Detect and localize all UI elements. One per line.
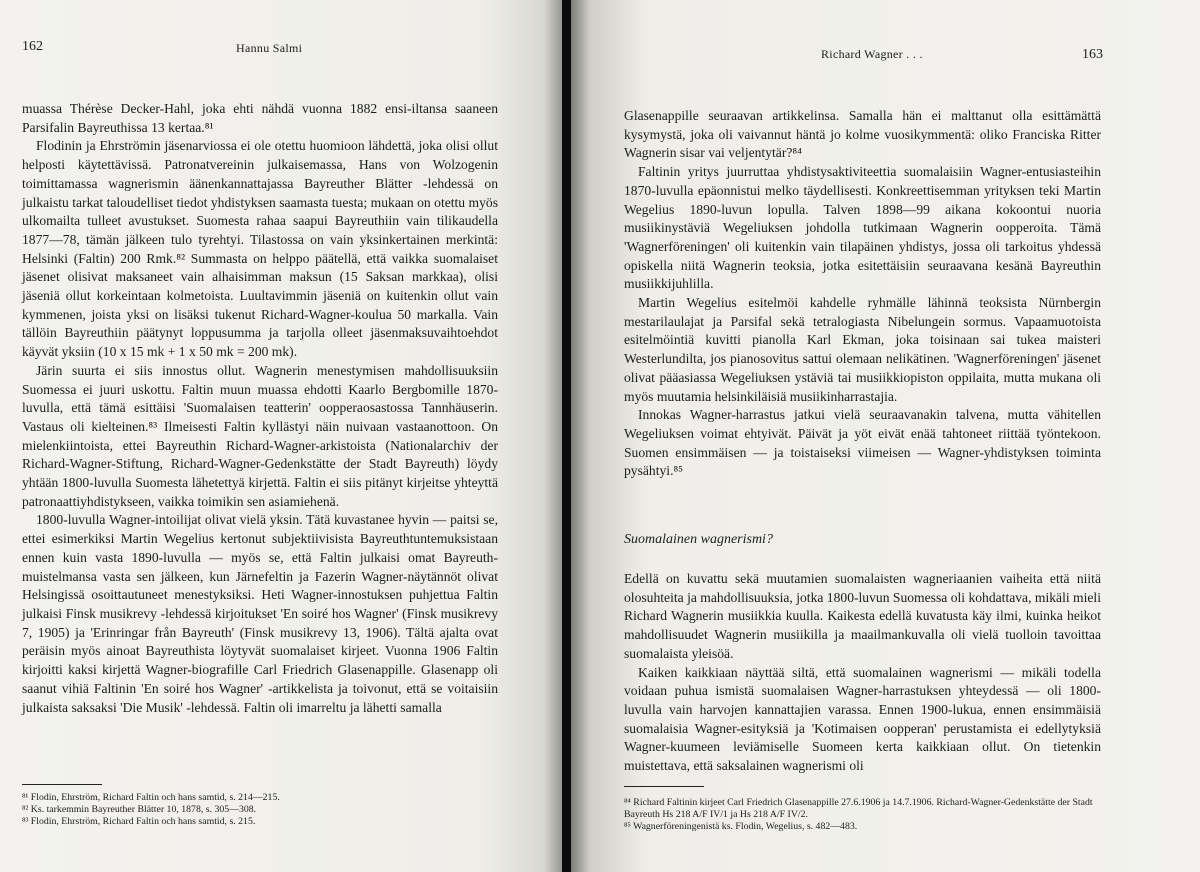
paragraph: Innokas Wagner-harrastus jatkui vielä seuraavanakin talvena, mutta vähitellen Wegeliuksen voimat ehtyivät. Päivät ja yöt eivät enää tahtoneet riittää työntekoon. Suomen ensimmäisen — ja toistaiseksi viimeisen — Wagner-yhdistyksen toiminta pysähtyi.⁸⁵ [624, 407, 1101, 479]
paragraph: Martin Wegelius esitelmöi kahdelle ryhmälle lähinnä teoksista Nürnbergin mestarilaulajat ja Parsifal sekä tetralogiasta Nibelungein sormus. Vapaamuotoista esitelmöintiä kuvitti pianolla Karl Ekman, joka toisinaan sai tukea maisteri Westerlundilta, jos pianosovitus sattui olemaan nelikätinen. 'Wagnerföreningen' jäsenet olivat pääasiassa Wegeliuksen ystäviä tai musiikkiopiston oppilaita, mutta mukana oli myös muutamia helsinkiläisiä musiikinharrastajia. [624, 295, 1101, 404]
paragraph: 1800-luvulla Wagner-intoilijat olivat vielä yksin. Tätä kuvastanee hyvin — paitsi se, ettei esimerkiksi Martin Wegelius kertonut subjektiivisista Bayreuthtuntemuksistaan ennen kuin vasta 1890-luvulla — myös se, että Faltin julkaisi omat Bayreuth-muistelmansa vasta sen jälkeen, kun Järnefeltin ja Fazerin Wagner-näytännöt olivat Helsingissä osoittautuneet menestyksiksi. Heti Wagner-innostuksen puhjettua Faltin julkaisi Finsk musikrevy -lehdessä kirjoitukset 'En soiré hos Wagner' (Finsk musikrevy 7, 1905) ja 'Erinringar från Bayreuth' (Finsk musikrevy 13, 1906). Tältä ajalta ovat peräisin myös ainoat Bayreuthista löytyvät suomalaiset kirjeet. Vuonna 1906 Faltin kirjoitti kaksi kirjettä Wagner-biografille Carl Friedrich Glasenappille. Glasenapp oli saanut vihiä Faltinin 'En soiré hos Wagner' -artikkelista ja toivonut, että se voitaisiin julkaista saksaksi 'Die Musik' -lehdessä. Faltin oli imarreltu ja lähetti samalla [22, 512, 498, 715]
left-body-text [22, 100, 498, 717]
footnote: ⁸³ Flodin, Ehrström, Richard Faltin och hans samtid, s. 215. [22, 816, 256, 828]
footnote: ⁸⁴ Richard Faltinin kirjeet Carl Friedrich Glasenappille 27.6.1906 ja 14.7.1906. Richard-Wagner-Gedenkstätte der Stadt Bayreuth Hs 218 A/F IV/1 ja Hs 218 A/F IV/2. [624, 797, 1093, 821]
page-number-right: 163 [1082, 47, 1103, 62]
paragraph: Faltinin yritys juurruttaa yhdistysaktiviteettia suomalaisiin Wagner-entusiasteihin 1870-luvulla epäonnistui melko täydellisesti. Konkreettisemman yrityksen teki Martin Wegelius 1890-luvun lopulla. Talven 1898—99 aikana kokoontui nuoria musiikinystäviä Wegeliuksen johdolla tutkimaan Wagnerin oopperoita. Tämä 'Wagnerföreningen' oli kuitenkin vain tilapäinen yhdistys, jossa oli tarkoitus yhdessä opiskella niitä Wagnerin teoksia, jotka esitettäisiin seuraavana kesänä Bayreuthin musiikkijuhlilla. [624, 164, 1101, 292]
running-head-left: Hannu Salmi [236, 41, 303, 55]
right-body-text-bottom [624, 570, 1101, 776]
footnote-rule [624, 786, 704, 787]
paragraph: Järin suurta ei siis innostus ollut. Wagnerin menestymisen mahdollisuuksiin Suomessa ei juuri uskottu. Faltin muun muassa ehdotti Kaarlo Bergbomille 1870-luvulla, että tämä esittäisi 'Suomalaisen teatterin' oopperaosastossa Tannhäuserin. Vastaus oli kielteinen.⁸³ Ilmeisesti Faltin kyllästyi näin nuivaan vastaanottoon. On mielenkiintoista, ettei Bayreuthin Richard-Wagner-arkistoista (Nationalarchiv der Richard-Wagner-Stiftung, Richard-Wagner-Gedenkstätte der Stadt Bayreuth) löydy yhtään 1800-luvulla Suomesta lähetettyä kirjettä. Faltin ei siis pitänyt kirjeitse yhteyttä patronaattiyhdistykseen, vaikka toimikin sen asiamiehenä. [22, 362, 498, 509]
footnote: ⁸¹ Flodin, Ehrström, Richard Faltin och hans samtid, s. 214—215. [22, 792, 280, 803]
paragraph: Edellä on kuvattu sekä muutamien suomalaisten wagneriaanien vaiheita että niitä olosuhteita ja mahdollisuuksia, jotka 1800-luvun Suomessa oli kohdattava, mikäli mieli Richard Wagnerin musiikkia kuulla. Kaikesta edellä kuvatusta käy ilmi, kuinka heikot mahdollisuudet Wagnerin musiikilla ja maailmankuvalla oli vielä tuolloin tavoittaa suomalaista yleisöä. [624, 571, 1101, 661]
right-page [571, 0, 1200, 872]
paragraph: Kaiken kaikkiaan näyttää siltä, että suomalainen wagnerismi — mikäli todella voidaan puhua ismistä suomalaisen Wagner-harrastuksen yhteydessä — oli 1800-luvulla vain harvojen kannattajien varassa. Ennen 1900-lukua, ennen ensimmäisiä suomalaisia Wagner-esityksiä ja 'Kotimaisen oopperan' perustamista ei edellytyksiä Wagner-kuumeen leviämiselle Suomeen kerta kaikkiaan ollut. On tietenkin muistettava, että saksalainen wagnerismi oli [624, 664, 1101, 774]
section-heading: Suomalainen wagnerismi? [624, 532, 773, 547]
right-footnotes [624, 797, 1101, 834]
footnote-rule [22, 784, 102, 785]
left-page [0, 0, 566, 872]
right-body-text-top [624, 107, 1101, 481]
page-number-left: 162 [22, 39, 43, 54]
footnote: ⁸² Ks. tarkemmin Bayreuther Blätter 10, 1878, s. 305—308. [22, 804, 257, 816]
footnote: ⁸⁵ Wagnerföreningenistä ks. Flodin, Wegelius, s. 482—483. [624, 821, 858, 833]
running-head-right: Richard Wagner . . . [821, 47, 923, 61]
paragraph: muassa Thérèse Decker-Hahl, joka ehti nähdä vuonna 1882 ensi-iltansa saaneen Parsifalin Bayreuthissa 13 kertaa.⁸¹ [22, 101, 498, 135]
paragraph: Flodinin ja Ehrströmin jäsenarviossa ei ole otettu huomioon lähdettä, joka olisi ollut helposti käytettävissä. Patronatvereinin julkaisemassa, Hans von Wolzogenin toimittamassa wagnerismin äänenkannattajassa Bayreuther Blätter -lehdessä on julkaistu tarkat taloudelliset tiedot yhdistyksen saamasta tuesta; mukaan on otettu myös ulkomailta tulleet avustukset. Suomesta rahaa saapui Bayreuthiin vain tilikaudella 1877—78, tämän jälkeen tulo tyrehtyi. Tilastossa on vain yksinkertainen merkintä: Helsinki (Faltin) 200 Rmk.⁸² Summasta on helppo päätellä, että vaikka suomalaiset jäsenet olisivat maksaneet vain alhaisimman maksun (15 Saksan markkaa), olisi jäseniä ollut korkeintaan kolmetoista. Luultavimmin jäseniä on kuitenkin ollut vain kymmenen, joista yksi on lisäksi tukenut Richard-Wagner-koulua 50 markalla. Vain tällöin Bayreuthiin päätynyt loppusumma ja tarjolla olleet jäsenmaksuvaihtoehdot käyvät yksiin (10 x 15 mk + 1 x 50 mk = 200 mk). [22, 138, 498, 360]
paragraph: Glasenappille seuraavan artikkelinsa. Samalla hän ei malttanut olla esittämättä kysymystä, joka oli vaivannut häntä jo kolme vuosikymmentä: oliko Franciska Ritter Wagnerin sisar vai veljentytär?⁸⁴ [624, 108, 1101, 161]
left-footnotes [22, 792, 498, 829]
